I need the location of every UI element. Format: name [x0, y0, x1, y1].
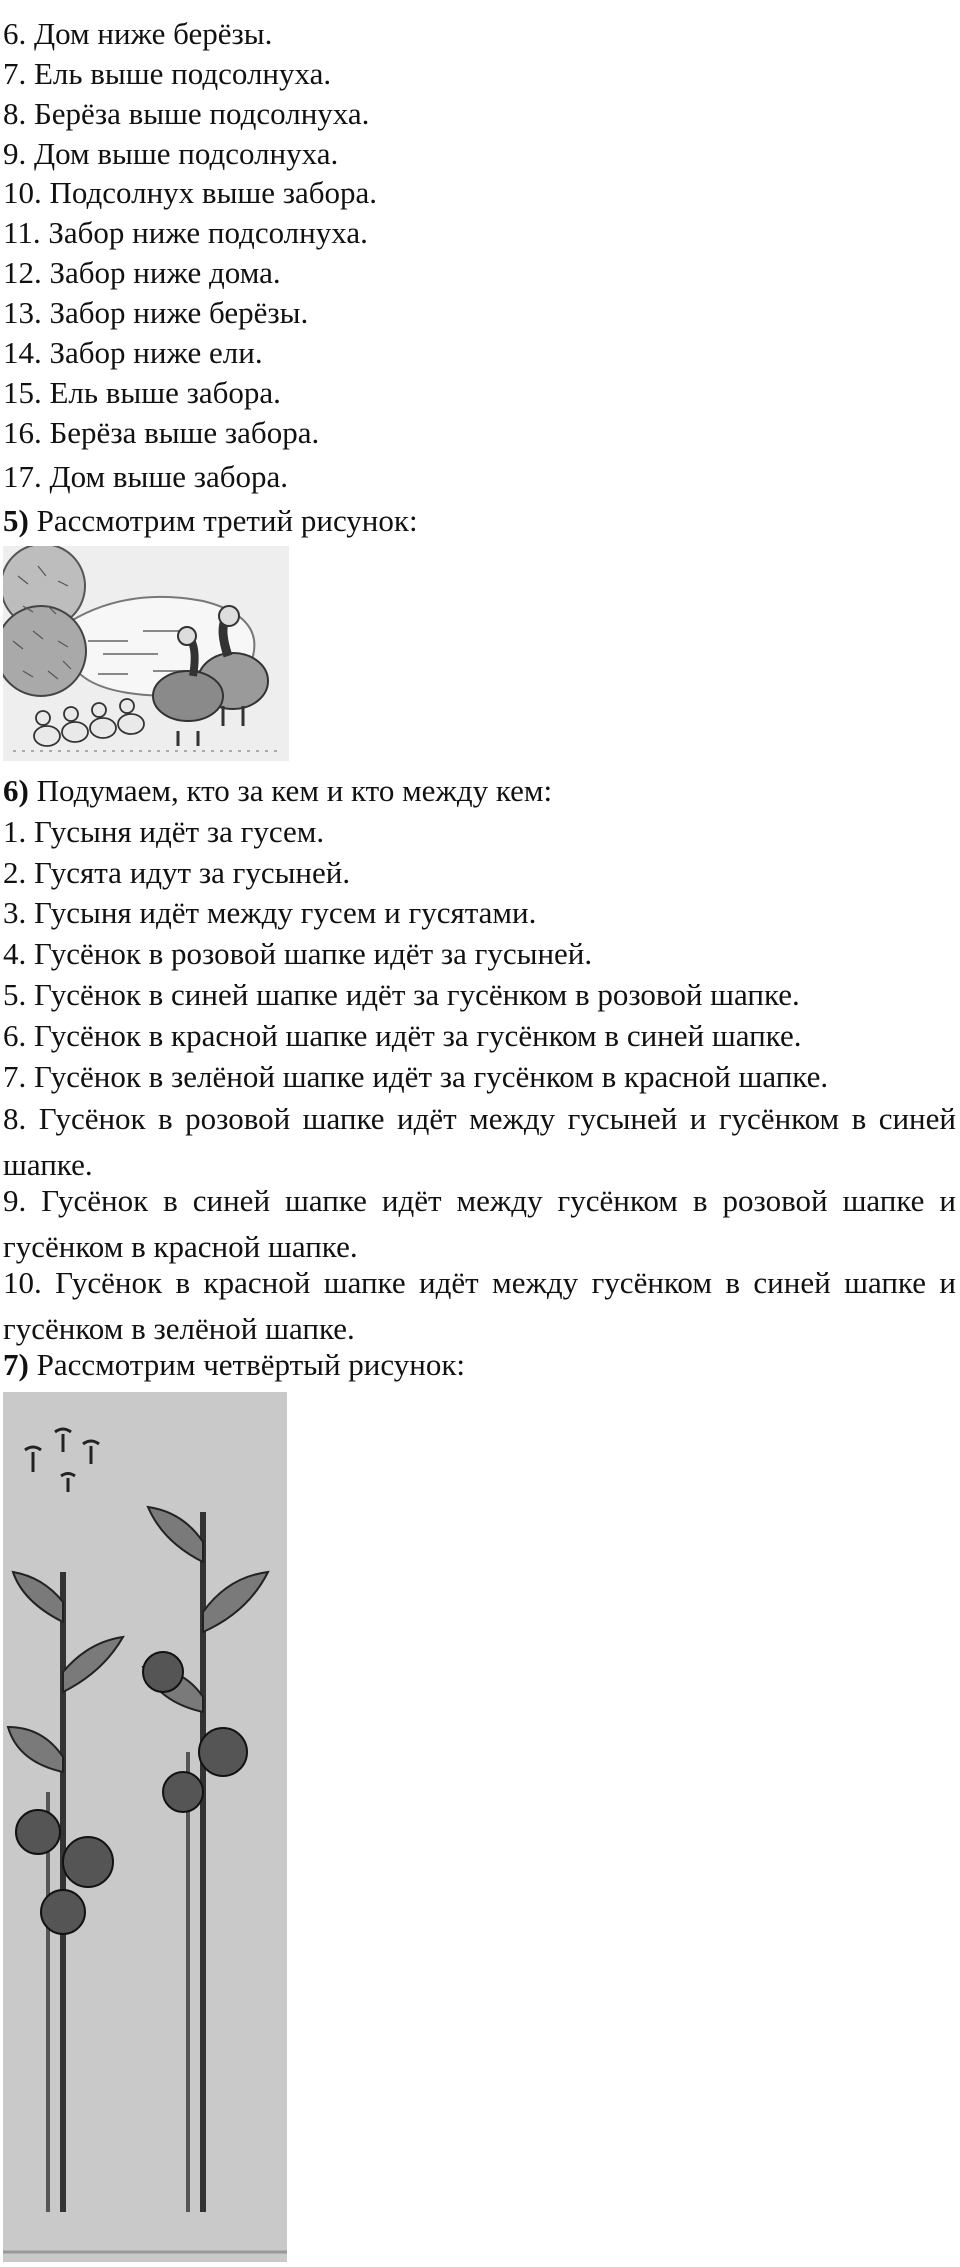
section-heading-6	[3, 773, 552, 809]
list-item: 9. Гусёнок в синей шапке идёт между гусёнком в розовой шапке и гусёнком в красной шапке.	[3, 1183, 956, 1264]
tomato-illustration	[3, 1392, 287, 2262]
section-heading-5	[3, 503, 418, 539]
list-item: 13. Забор ниже берёзы.	[3, 295, 309, 330]
geese-illustration	[3, 546, 289, 761]
list-item: 10. Гусёнок в красной шапке идёт между гусёнком в синей шапке и гусёнком в зелёной шапке.	[3, 1265, 956, 1346]
list-item: 5. Гусёнок в синей шапке идёт за гусёнком в розовой шапке.	[3, 977, 800, 1012]
list-item: 6. Гусёнок в красной шапке идёт за гусёнком в синей шапке.	[3, 1018, 802, 1053]
section-number: 6)	[3, 773, 29, 808]
section-number: 7)	[3, 1347, 29, 1382]
list-item: 7. Ель выше подсолнуха.	[3, 56, 332, 91]
list-item: 8. Берёза выше подсолнуха.	[3, 96, 370, 131]
list-item: 9. Дом выше подсолнуха.	[3, 136, 339, 171]
section-number: 5)	[3, 503, 29, 538]
list-item: 7. Гусёнок в зелёной шапке идёт за гусёнком в красной шапке.	[3, 1059, 829, 1094]
list-item: 11. Забор ниже подсолнуха.	[3, 215, 368, 250]
list-item: 2. Гусята идут за гусыней.	[3, 855, 351, 890]
section-text: Подумаем, кто за кем и кто между кем:	[28, 773, 553, 808]
section-heading-7	[3, 1347, 465, 1383]
section-text: Рассмотрим четвёртый рисунок:	[28, 1347, 465, 1382]
list-item: 14. Забор ниже ели.	[3, 335, 263, 370]
list-item: 6. Дом ниже берёзы.	[3, 16, 273, 51]
list-item: 16. Берёза выше забора.	[3, 415, 320, 450]
list-item: 4. Гусёнок в розовой шапке идёт за гусыней.	[3, 936, 593, 971]
tomato-picture	[3, 1392, 287, 2262]
list-item: 10. Подсолнух выше забора.	[3, 175, 378, 210]
section-text: Рассмотрим третий рисунок:	[28, 503, 418, 538]
geese-picture	[3, 546, 289, 761]
list-item: 12. Забор ниже дома.	[3, 255, 281, 290]
list-item: 1. Гусыня идёт за гусем.	[3, 814, 325, 849]
list-item: 17. Дом выше забора.	[3, 459, 289, 494]
list-item: 3. Гусыня идёт между гусем и гусятами.	[3, 895, 537, 930]
list-item: 8. Гусёнок в розовой шапке идёт между гусыней и гусёнком в синей шапке.	[3, 1101, 956, 1182]
list-item: 15. Ель выше забора.	[3, 375, 281, 410]
